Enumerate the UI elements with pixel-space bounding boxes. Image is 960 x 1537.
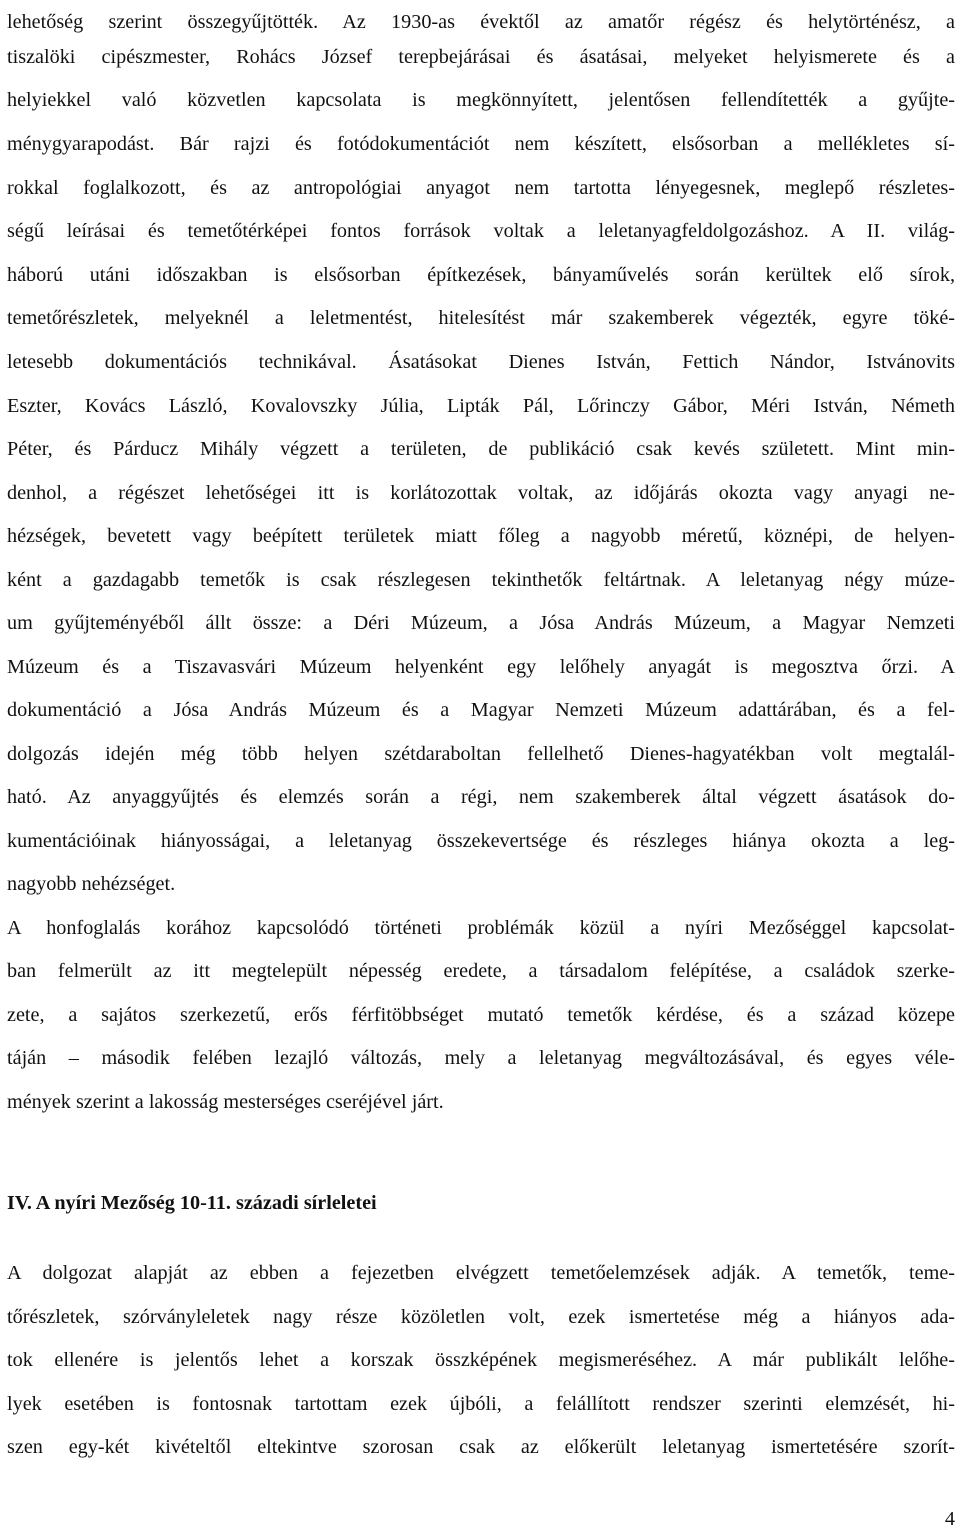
text-line: ségű leírásai és temetőtérképei fontos források voltak a leletanyagfeldolgozáshoz. A II. világ- bbox=[7, 220, 955, 242]
text-line: tok ellenére is jelentős lehet a korszak összképének megismeréséhez. A már publikált lelőhe- bbox=[7, 1349, 955, 1371]
text-line: um gyűjteményéből állt össze: a Déri Múzeum, a Jósa András Múzeum, a Magyar Nemzeti bbox=[7, 612, 955, 634]
text-line: nagyobb nehézséget. bbox=[7, 873, 176, 895]
text-line: háború utáni időszakban is elsősorban építkezések, bányaművelés során kerültek elő sírok, bbox=[7, 264, 955, 286]
text-line: helyiekkel való közvetlen kapcsolata is megkönnyített, jelentősen fellendítették a gyűjte- bbox=[7, 89, 955, 111]
text-line: ként a gazdagabb temetők is csak részlegesen tekinthetők feltártnak. A leletanyag négy múze- bbox=[7, 569, 955, 591]
text-line: mények szerint a lakosság mesterséges cseréjével járt. bbox=[7, 1091, 444, 1113]
text-line: ban felmerült az itt megtelepült népesség eredete, a társadalom felépítése, a családok szerke- bbox=[7, 960, 955, 982]
text-line: A dolgozat alapját az ebben a fejezetben elvégzett temetőelemzések adják. A temetők, teme- bbox=[7, 1262, 955, 1284]
text-line: dolgozás idején még több helyen szétdaraboltan fellelhető Dienes-hagyatékban volt megtalál- bbox=[7, 743, 955, 765]
text-line: zete, a sajátos szerkezetű, erős férfitöbbséget mutató temetők kérdése, és a század közepe bbox=[7, 1004, 955, 1026]
text-line: ménygyarapodást. Bár rajzi és fotódokumentációt nem készített, elsősorban a mellékletes sí- bbox=[7, 133, 955, 155]
text-line: letesebb dokumentációs technikával. Ásatásokat Dienes István, Fettich Nándor, Istvánovits bbox=[7, 351, 955, 373]
page-number: 4 bbox=[944, 1508, 955, 1530]
text-line: szen egy-két kivételtől eltekintve szorosan csak az előkerült leletanyag ismertetésére szorít- bbox=[7, 1436, 955, 1458]
text-line: temetőrészletek, melyeknél a leletmentést, hitelesítést már szakemberek végezték, egyre töké- bbox=[7, 307, 955, 329]
text-line: denhol, a régészet lehetőségei itt is korlátozottak voltak, az időjárás okozta vagy anyagi ne- bbox=[7, 482, 955, 504]
text-line: tiszalöki cipészmester, Rohács József terepbejárásai és ásatásai, melyeket helyismerete és a bbox=[7, 46, 955, 68]
text-line: Múzeum és a Tiszavasvári Múzeum helyenként egy lelőhely anyagát is megosztva őrzi. A bbox=[7, 656, 955, 678]
section-heading: IV. A nyíri Mezőség 10-11. századi sírleletei bbox=[7, 1191, 377, 1214]
text-line: Péter, és Párducz Mihály végzett a területen, de publikáció csak kevés született. Mint min- bbox=[7, 438, 955, 460]
text-line: rokkal foglalkozott, és az antropológiai anyagot nem tartotta lényegesnek, meglepő részletes- bbox=[7, 177, 955, 199]
text-line: Eszter, Kovács László, Kovalovszky Júlia, Lipták Pál, Lőrinczy Gábor, Méri István, Németh bbox=[7, 395, 955, 417]
text-line: hézségek, bevetett vagy beépített területek miatt főleg a nagyobb méretű, köznépi, de helyen- bbox=[7, 525, 955, 547]
text-line: A honfoglalás korához kapcsolódó történeti problémák közül a nyíri Mezőséggel kapcsolat- bbox=[7, 917, 955, 939]
text-line: kumentációinak hiányosságai, a leletanyag összekevertsége és részleges hiánya okozta a leg- bbox=[7, 830, 955, 852]
text-line: dokumentáció a Jósa András Múzeum és a Magyar Nemzeti Múzeum adattárában, és a fel- bbox=[7, 699, 955, 721]
text-line: ható. Az anyaggyűjtés és elemzés során a régi, nem szakemberek által végzett ásatások do- bbox=[7, 786, 955, 808]
text-line: táján – második felében lezajló változás, mely a leletanyag megváltozásával, és egyes véle- bbox=[7, 1047, 955, 1069]
text-line: lehetőség szerint összegyűjtötték. Az 1930-as évektől az amatőr régész és helytörténész, a bbox=[7, 11, 955, 33]
text-line: tőrészletek, szórványleletek nagy része közöletlen volt, ezek ismertetése még a hiányos ada- bbox=[7, 1306, 955, 1328]
text-line: lyek esetében is fontosnak tartottam ezek újbóli, a felállított rendszer szerinti elemzését, hi- bbox=[7, 1393, 955, 1415]
